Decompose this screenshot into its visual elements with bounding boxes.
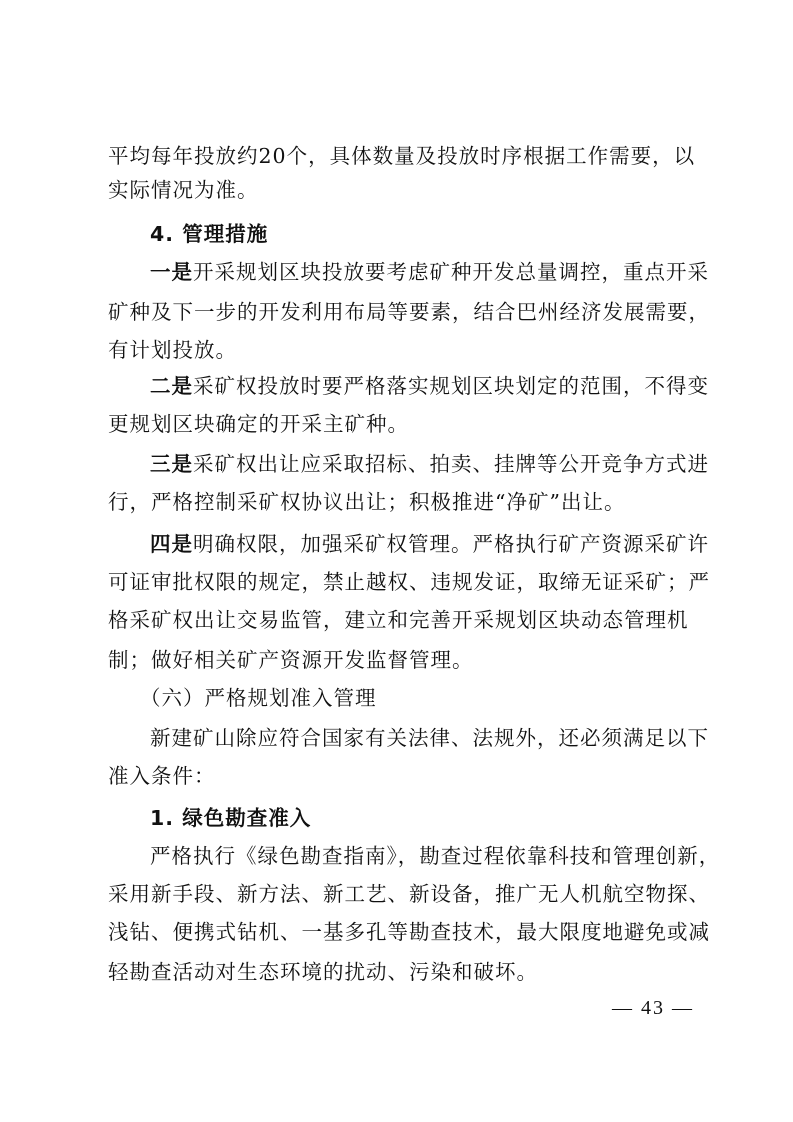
paragraph-line: 浅钻、便携式钻机、一基多孔等勘查技术，最大限度地避免或减 xyxy=(108,920,710,944)
paragraph-line: 平均每年投放约20个，具体数量及投放时序根据工作需要，以 xyxy=(108,144,696,168)
paragraph-line: 更规划区块确定的开采主矿种。 xyxy=(108,412,409,436)
paragraph-line xyxy=(150,530,709,558)
paragraph-line: 实际情况为准。 xyxy=(108,178,259,202)
emphasis-lead: 四是 xyxy=(150,532,193,556)
paragraph-line: 新建矿山除应符合国家有关法律、法规外，还必须满足以下 xyxy=(150,726,709,750)
paragraph-line: 有计划投放。 xyxy=(108,338,237,362)
paragraph-line xyxy=(150,258,709,286)
page-number: — 43 — xyxy=(612,997,694,1019)
section-heading: 1. 绿色勘查准入 xyxy=(150,806,312,830)
subsection-heading: （六）严格规划准入管理 xyxy=(140,686,377,710)
paragraph-line xyxy=(150,372,709,400)
paragraph-line: 矿种及下一步的开发利用布局等要素，结合巴州经济发展需要， xyxy=(108,300,710,324)
paragraph-line: 准入条件： xyxy=(108,764,216,788)
paragraph-line: 行，严格控制采矿权协议出让；积极推进“净矿”出让。 xyxy=(108,490,626,514)
emphasis-lead: 一是 xyxy=(150,260,193,284)
paragraph-line: 采用新手段、新方法、新工艺、新设备，推广无人机航空物探、 xyxy=(108,882,710,906)
paragraph-text: 采矿权出让应采取招标、拍卖、挂牌等公开竞争方式进 xyxy=(193,452,709,476)
paragraph-line: 可证审批权限的规定，禁止越权、违规发证，取缔无证采矿；严 xyxy=(108,570,710,594)
paragraph-text: 开采规划区块投放要考虑矿种开发总量调控，重点开采 xyxy=(193,260,709,284)
emphasis-lead: 三是 xyxy=(150,452,193,476)
section-heading: 4. 管理措施 xyxy=(150,222,269,246)
paragraph-line xyxy=(150,450,709,478)
paragraph-line: 制；做好相关矿产资源开发监督管理。 xyxy=(108,648,474,672)
paragraph-line: 严格执行《绿色勘查指南》，勘查过程依靠科技和管理创新， xyxy=(150,844,721,868)
paragraph-line: 轻勘查活动对生态环境的扰动、污染和破坏。 xyxy=(108,960,538,984)
paragraph-text: 采矿权投放时要严格落实规划区块划定的范围，不得变 xyxy=(193,374,709,398)
paragraph-text: 明确权限，加强采矿权管理。严格执行矿产资源采矿许 xyxy=(193,532,709,556)
emphasis-lead: 二是 xyxy=(150,374,193,398)
paragraph-line: 格采矿权出让交易监管，建立和完善开采规划区块动态管理机 xyxy=(108,608,689,632)
